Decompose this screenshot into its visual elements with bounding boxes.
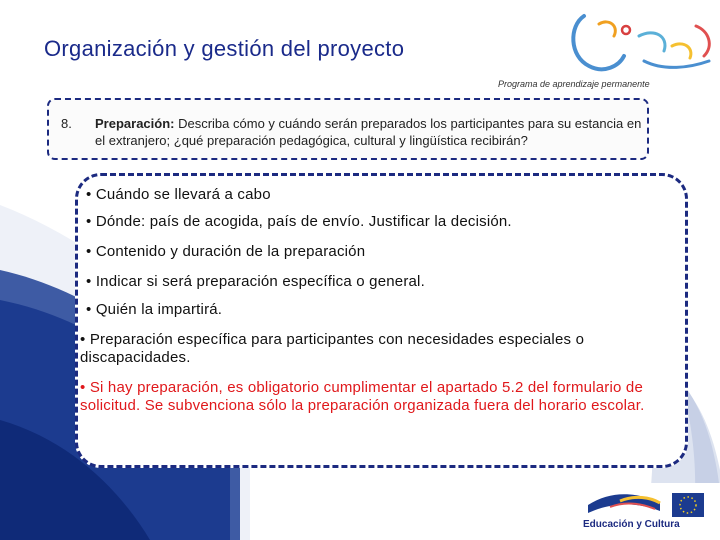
bullet-item-highlight: • Si hay preparación, es obligatorio cumplimentar el apartado 5.2 del formulario de solicitud. Se subvenciona sólo la preparación organizada fuera del horario escolar. [80,379,645,414]
question-number: 8. [61,116,72,131]
page-title: Organización y gestión del proyecto [44,36,405,61]
education-culture-logo-icon [580,483,720,540]
content-box [75,173,688,468]
bullet-item: • Preparación específica para participantes con necesidades especiales o discapacidades. [80,331,585,366]
question-label: Preparación: [95,116,175,131]
bullet-item: • Dónde: país de acogida, país de envío. Justificar la decisión. [86,213,512,230]
bullet-item: • Quién la impartirá. [86,301,223,318]
bullet-item: • Contenido y duración de la preparación [86,243,366,260]
question-body: Describa cómo y cuándo serán preparados los participantes para su estancia en el extranjero; ¿qué preparación pedagógica, cultural y lingüística recibirán? [95,116,642,148]
question-box [47,98,649,160]
question-text [95,115,643,149]
bullet-item: • Indicar si será preparación específica o general. [86,273,425,290]
bullet-item: • Cuándo se llevará a cabo [86,186,271,203]
footer-label: Educación y Cultura [583,519,680,530]
program-label: Programa de aprendizaje permanente [498,79,650,89]
